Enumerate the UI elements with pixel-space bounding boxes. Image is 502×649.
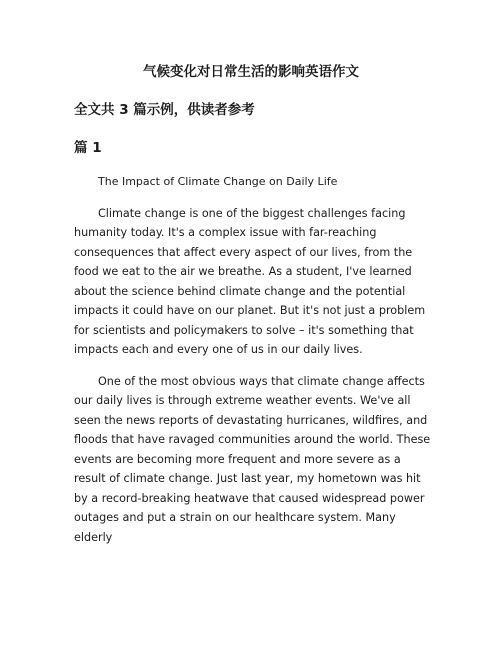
document-title: 气候变化对日常生活的影响英语作文	[143, 64, 359, 80]
document-subtitle: 全文共 3 篇示例，供读者参考	[74, 102, 255, 118]
essay-title: The Impact of Climate Change on Daily Life	[98, 175, 338, 188]
essay-paragraph-1: Climate change is one of the biggest challenges facing humanity today. It's a complex issue with far-reaching consequences that affect every aspect of our lives, from the food we eat to the air we breathe. As a student, I've learned about the science behind climate change and the potential impacts it could have on our planet. But it's not just a problem for scientists and policymakers to solve – it's something that impacts each and every one of us in our daily lives.	[74, 206, 426, 356]
section-heading: 篇 1	[74, 140, 102, 156]
essay-paragraph-2: One of the most obvious ways that climate change affects our daily lives is through extreme weather events. We've all seen the news reports of devastating hurricanes, wildfires, and floods that have ravaged communities around the world. These events are becoming more frequent and more severe as a result of climate change. Just last year, my hometown was hit by a record-breaking heatwave that caused widespread power outages and put a strain on our healthcare system. Many elderly	[74, 374, 431, 544]
essay-body	[74, 172, 434, 559]
